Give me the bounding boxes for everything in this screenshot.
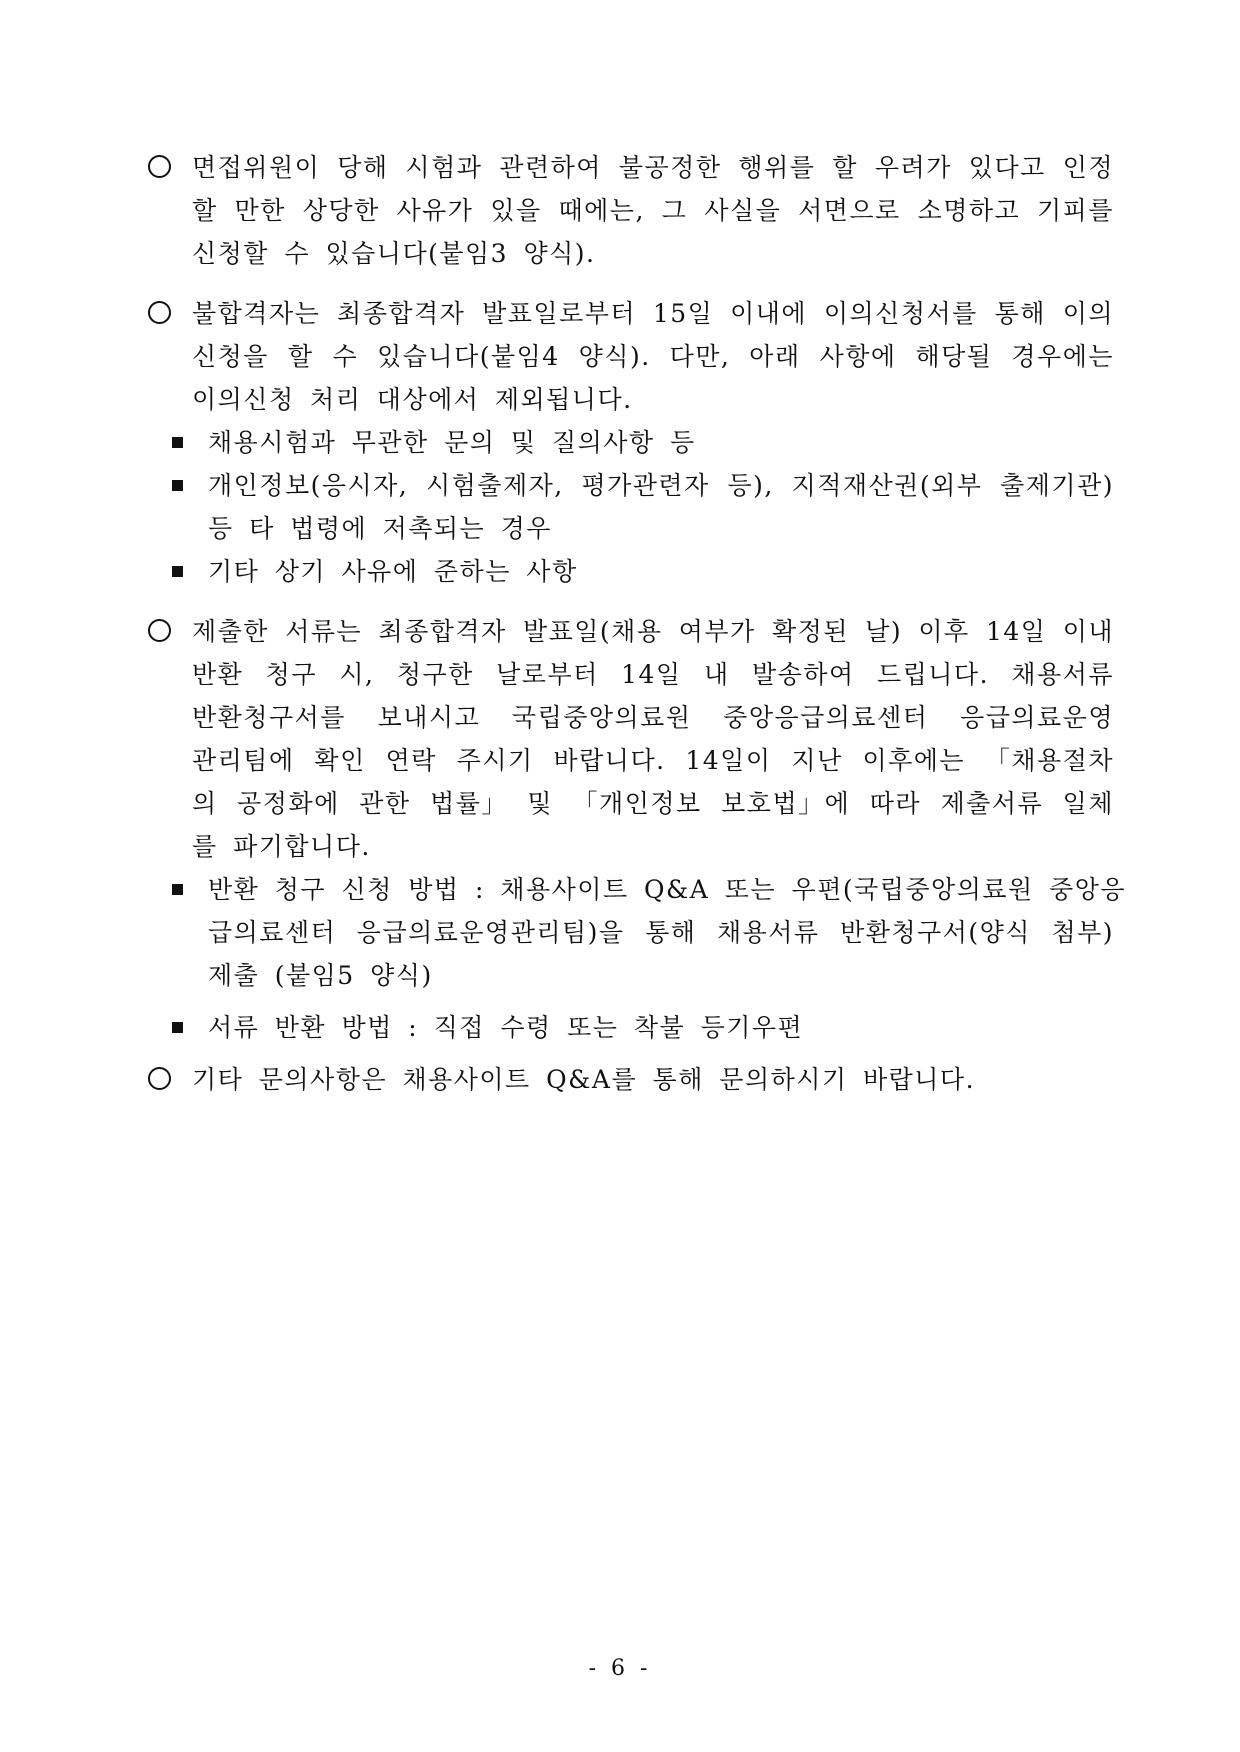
text-line: 관리팀에 확인 연락 주시기 바랍니다. 14일이 지난 이후에는 「채용절차 (192, 746, 1114, 775)
paragraph-other-inquiries (148, 1058, 1114, 1101)
square-bullet-icon (172, 566, 183, 577)
text-line: 이의신청 처리 대상에서 제외됩니다. (192, 385, 633, 414)
text-line: 채용시험과 무관한 문의 및 질의사항 등 (208, 428, 696, 457)
circle-bullet-icon (148, 619, 171, 642)
text-line: 기타 문의사항은 채용사이트 Q&A를 통해 문의하시기 바랍니다. (192, 1065, 976, 1094)
paragraph-objection (148, 292, 1114, 421)
sub-item-return-request-method (170, 868, 1127, 997)
text-line: 개인정보(응시자, 시험출제자, 평가관련자 등), 지적재산권(외부 출제기관) (208, 471, 1114, 500)
text-line: 반환 청구 신청 방법 : 채용사이트 Q&A 또는 우편(국립중앙의료원 중앙응 (208, 875, 1127, 904)
square-bullet-icon (172, 480, 183, 491)
circle-bullet-icon (148, 301, 171, 324)
text-line: 의 공정화에 관한 법률」 및 「개인정보 보호법」에 따라 제출서류 일체 (192, 789, 1114, 818)
text-line: 면접위원이 당해 시험과 관련하여 불공정한 행위를 할 우려가 있다고 인정 (192, 153, 1114, 182)
paragraph-document-return (148, 610, 1114, 868)
text-line: 제출한 서류는 최종합격자 발표일(채용 여부가 확정된 날) 이후 14일 이내 (192, 617, 1114, 646)
square-bullet-icon (172, 1022, 183, 1033)
text-line: 신청을 할 수 있습니다(붙임4 양식). 다만, 아래 사항에 해당될 경우에는 (192, 342, 1114, 371)
paragraph-recusal (148, 146, 1114, 275)
text-line: 서류 반환 방법 : 직접 수령 또는 착불 등기우편 (208, 1013, 804, 1042)
text-line: 급의료센터 응급의료운영관리팀)을 통해 채용서류 반환청구서(양식 첨부) (208, 918, 1114, 947)
text-line: 반환청구서를 보내시고 국립중앙의료원 중앙응급의료센터 응급의료운영 (192, 703, 1114, 732)
text-line: 불합격자는 최종합격자 발표일로부터 15일 이내에 이의신청서를 통해 이의 (192, 299, 1114, 328)
text-line: 제출 (붙임5 양식) (208, 961, 433, 990)
text-line: 신청할 수 있습니다(붙임3 양식). (192, 239, 596, 268)
document-body (148, 146, 1127, 1101)
sub-item-similar-matters (170, 550, 1114, 593)
text-line: 등 타 법령에 저촉되는 경우 (208, 514, 552, 543)
text-line: 기타 상기 사유에 준하는 사항 (208, 557, 578, 586)
square-bullet-icon (172, 437, 183, 448)
square-bullet-icon (172, 884, 183, 895)
text-line: 할 만한 상당한 사유가 있을 때에는, 그 사실을 서면으로 소명하고 기피를 (192, 196, 1114, 225)
page-number: - 6 - (588, 1656, 652, 1681)
sub-item-other-laws (170, 464, 1114, 550)
sub-item-return-method (170, 1006, 1114, 1049)
circle-bullet-icon (148, 1067, 171, 1090)
sub-item-unrelated-inquiries (170, 421, 1114, 464)
text-line: 반환 청구 시, 청구한 날로부터 14일 내 발송하여 드립니다. 채용서류 (192, 660, 1114, 689)
circle-bullet-icon (148, 155, 171, 178)
text-line: 를 파기합니다. (192, 832, 371, 861)
